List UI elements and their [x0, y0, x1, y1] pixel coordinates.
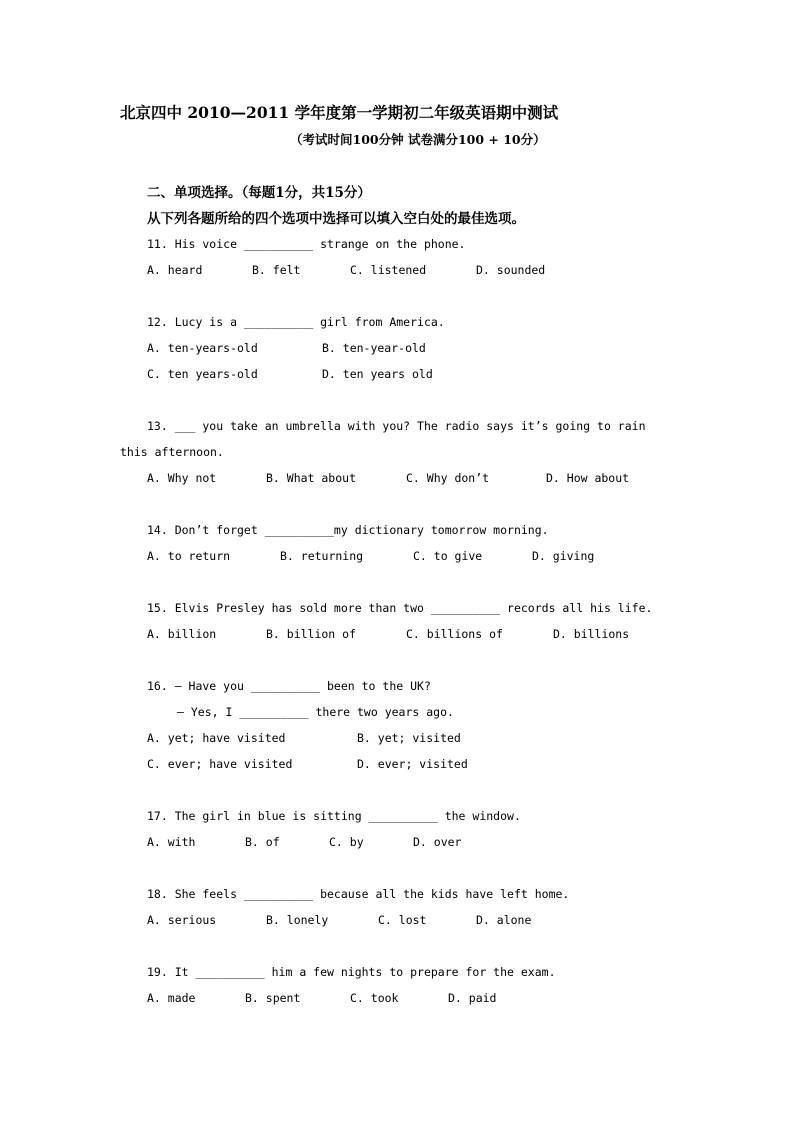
option-d: D. sounded [476, 263, 546, 277]
option-d: D. alone [476, 913, 532, 927]
option-a: A. to return [147, 549, 231, 563]
option-d: D. ten years old [322, 367, 433, 381]
question-16-text-reply: – Yes, I __________ there two years ago. [177, 705, 454, 719]
option-c: C. by [329, 835, 364, 849]
option-b: B. spent [245, 991, 301, 1005]
option-c: C. to give [413, 549, 483, 563]
option-b: B. billion of [266, 627, 357, 641]
question-11-text: 11. His voice __________ strange on the phone. [147, 237, 466, 251]
option-a: A. Why not [147, 471, 217, 485]
option-a: A. made [147, 991, 196, 1005]
option-b: B. returning [280, 549, 364, 563]
option-b: B. felt [252, 263, 301, 277]
section-heading: 二、单项选择。（每题1分，共15分） [147, 185, 371, 201]
question-19-text: 19. It __________ him a few nights to prepare for the exam. [147, 965, 556, 979]
question-13-text: 13. ___ you take an umbrella with you? The radio says it’s going to rain [147, 419, 646, 433]
option-a: A. serious [147, 913, 217, 927]
option-d: D. ever; visited [357, 757, 468, 771]
option-b: B. What about [266, 471, 357, 485]
question-16-text: 16. – Have you __________ been to the UK? [147, 679, 431, 693]
option-c: C. Why don’t [406, 471, 490, 485]
option-d: D. giving [532, 549, 595, 563]
option-b: B. of [245, 835, 280, 849]
exam-title: 北京四中 2010—2011 学年度第一学期初二年级英语期中测试 [120, 103, 559, 122]
option-c: C. listened [350, 263, 427, 277]
option-c: C. billions of [406, 627, 503, 641]
option-a: A. with [147, 835, 196, 849]
option-a: A. yet; have visited [147, 731, 286, 745]
question-13-text-cont: this afternoon. [120, 445, 224, 459]
option-d: D. paid [448, 991, 497, 1005]
exam-subtitle: （考试时间100分钟 试卷满分100 + 10分） [290, 132, 546, 147]
option-b: B. ten-year-old [322, 341, 426, 355]
option-c: C. ten years-old [147, 367, 258, 381]
option-c: C. ever; have visited [147, 757, 293, 771]
option-d: D. billions [553, 627, 630, 641]
option-d: D. over [413, 835, 462, 849]
option-b: B. lonely [266, 913, 329, 927]
question-12-text: 12. Lucy is a __________ girl from America. [147, 315, 445, 329]
option-c: C. lost [378, 913, 427, 927]
question-15-text: 15. Elvis Presley has sold more than two __________ records all his life. [147, 601, 653, 615]
question-14-text: 14. Don’t forget __________my dictionary tomorrow morning. [147, 523, 549, 537]
option-c: C. took [350, 991, 399, 1005]
question-17-text: 17. The girl in blue is sitting __________ the window. [147, 809, 521, 823]
option-a: A. billion [147, 627, 217, 641]
question-18-text: 18. She feels __________ because all the kids have left home. [147, 887, 570, 901]
option-a: A. ten-years-old [147, 341, 258, 355]
section-instruction: 从下列各题所给的四个选项中选择可以填入空白处的最佳选项。 [147, 211, 525, 227]
option-b: B. yet; visited [357, 731, 461, 745]
option-a: A. heard [147, 263, 203, 277]
option-d: D. How about [546, 471, 630, 485]
